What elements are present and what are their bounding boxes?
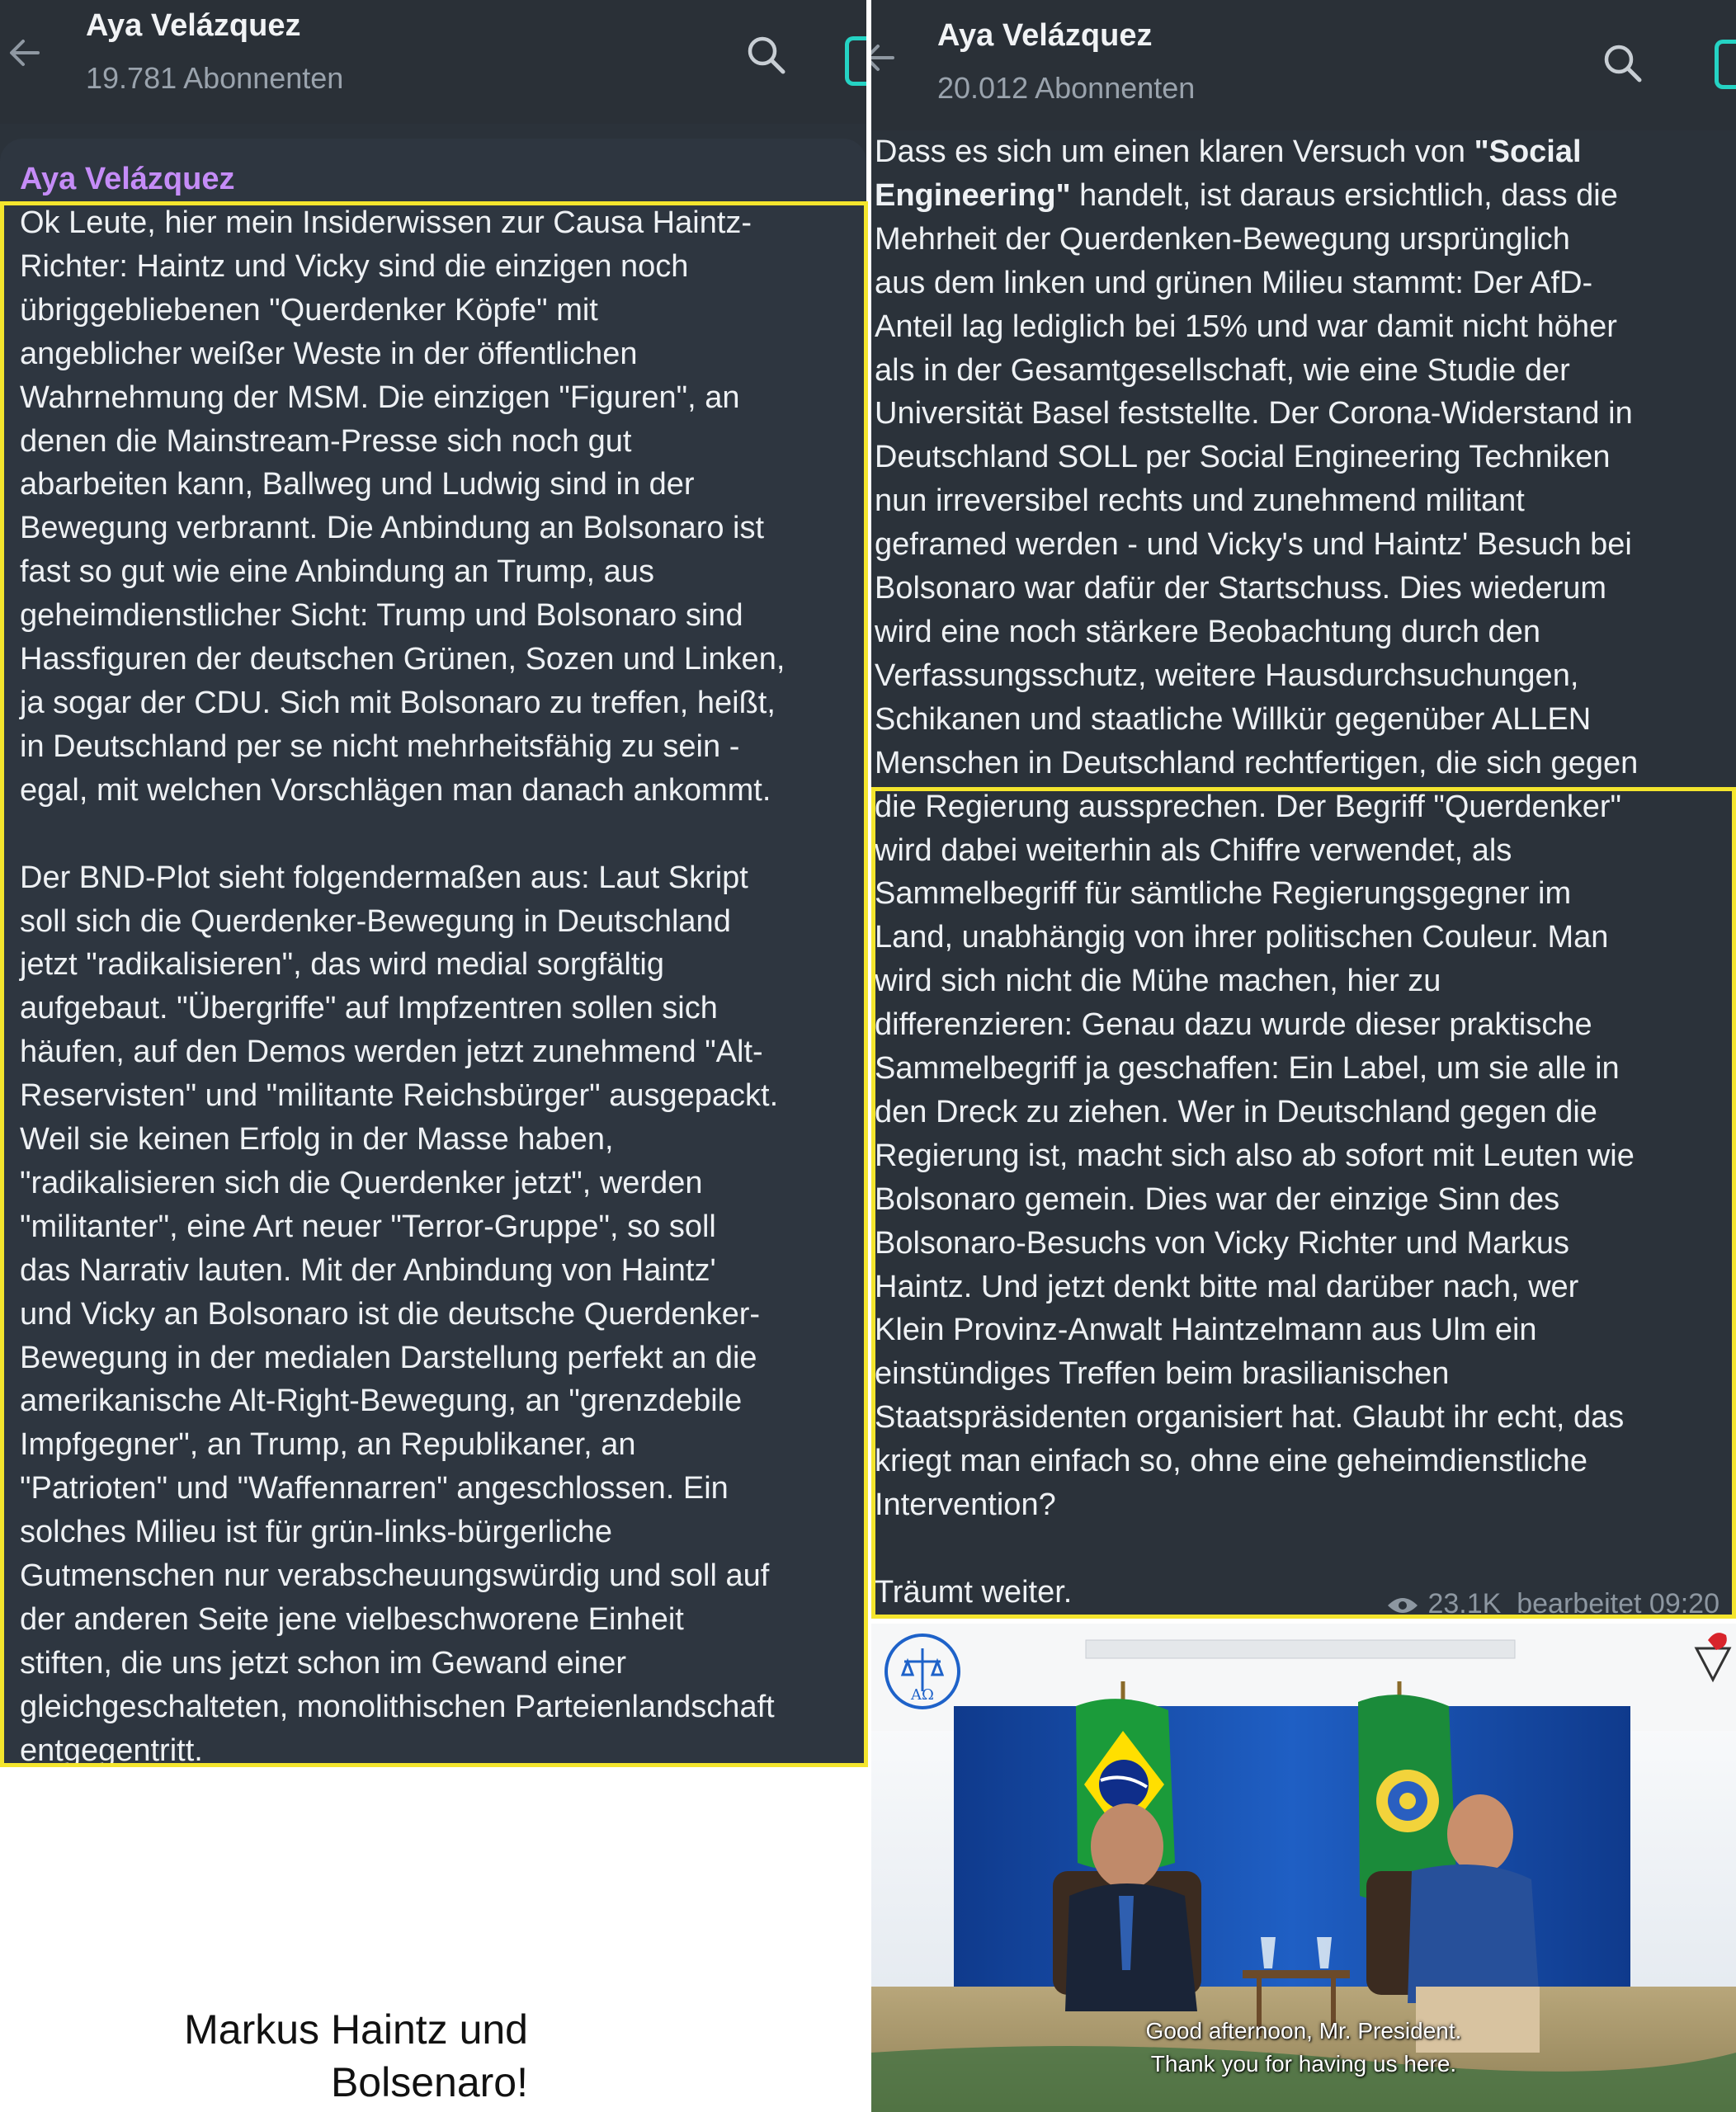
message-text bbox=[875, 130, 1733, 1615]
left-telegram-screenshot bbox=[0, 0, 866, 1767]
message-intro: Dass es sich um einen klaren Versuch von bbox=[875, 134, 1474, 169]
message-meta bbox=[1386, 1588, 1719, 1619]
back-arrow-icon[interactable] bbox=[5, 31, 48, 74]
video-subtitle bbox=[871, 2015, 1736, 2081]
edited-time: bearbeitet 09:20 bbox=[1517, 1588, 1719, 1619]
search-icon[interactable] bbox=[1601, 41, 1645, 86]
message-body: handelt, ist daraus ersichtlich, dass die Mehrheit der Querdenken-Bewegung ursprünglich aus dem linken und grünen Milieu stammt: Der AfD- Anteil lag lediglich bei 15% und war damit nicht höher als in der Gesamtgesellschaft, wie eine Studie der Universität Basel feststellte. Der Corona-Widerstand in Deutschland SOLL per Social Engineering Techniken nun irreversibel rechts und zunehmend militant geframed werden - und Vicky's und Haintz' Besuch bei Bolsonaro war dafür der Startschuss. Dies wiederum wird eine noch stärkere Beobachtung durch den Verfassungsschutz, weitere Hausdurchsuchungen, Schikanen und staatliche Willkür gegenüber ALLEN Menschen in Deutschland rechtfertigen, die sich gegen die Regierung aussprechen. Der Begriff "Querdenker" wird dabei weiterhin als Chiffre verwendet, als Sammelbegriff für sämtliche Regierungsgegner im Land, unabhängig von ihrer politischen Couleur. Man wird sich nicht die Mühe machen, hier zu differenzieren: Genau dazu wurde dieser praktische Sammelbegriff ja geschaffen: Ein Label, um sie alle in den Dreck zu ziehen. Wer in Deutschland gegen die Regierung ist, macht sich also ab sofort mit Leuten wie Bolsonaro gemein. Dies war der einzige Sinn des Bolsonaro-Besuchs von Vicky Richter und Markus Haintz. Und jetzt denkt bitte mal darüber nach, wer Klein Provinz-Anwalt Haintzelmann aus Ulm ein einstündiges Treffen beim brasilianischen Staatspräsidenten organisiert hat. Glaubt ihr echt, das kriegt man einfach so, ohne eine geheimdienstliche Intervention? Träumt weiter. bbox=[875, 177, 1639, 1610]
eye-icon bbox=[1386, 1596, 1419, 1615]
search-icon[interactable] bbox=[744, 33, 789, 78]
caption-line-2: Bolsenaro! bbox=[330, 2059, 528, 2105]
subscriber-count: 20.012 Abonnenten bbox=[937, 71, 1196, 105]
message-bold: "Social Engineering" bbox=[875, 134, 1582, 213]
meeting-photo bbox=[871, 1624, 1736, 2112]
sender-name[interactable]: Aya Velázquez bbox=[20, 162, 235, 196]
message-text: Ok Leute, hier mein Insiderwissen zur Causa Haintz- Richter: Haintz und Vicky sind die einzigen noch übriggebliebenen "Querdenker Köpfe" mit angeblicher weißer Weste in der öffentlichen Wahrnehmung der MSM. Die einzigen "Figuren", an denen die Mainstream-Presse sich noch gut abarbeiten kann, Ballweg und Ludwig sind in der Bewegung verbrannt. Die Anbindung an Bolsonaro ist fast so gut wie eine Anbindung an Trump, aus geheimdienstlicher Sicht: Trump und Bolsonaro sind Hassfiguren der deutschen Grünen, Sozen und Linken, ja sogar der CDU. Sich mit Bolsonaro zu treffen, heißt, in Deutschland per se nicht mehrheitsfähig zu sein - egal, mit welchen Vorschlägen man danach ankommt. Der BND-Plot sieht folgendermaßen aus: Laut Skript soll sich die Querdenker-Bewegung in Deutschland jetzt "radikalisieren", das wird medial sorgfältig aufgebaut. "Übergriffe" auf Impfzentren sollen sich häufen, auf den Demos werden jetzt zunehmend "Alt- Reservisten" und "militante Reichsbürger" ausgepackt. Weil sie keinen Erfolg in der Masse haben, "radikalisieren sich die Querdenker jetzt", werden "militanter", eine Art neuer "Terror-Gruppe", so soll das Narrativ lauten. Mit der Anbindung von Haintz' und Vicky an Bolsonaro ist die deutsche Querdenker- Bewegung in der medialen Darstellung perfekt an die amerikanische Alt-Right-Bewegung, an "grenzdebile Impfgegner", an Trump, an Republikaner, an "Patrioten" und "Waffennarren" angeschlossen. Ein solches Milieu ist für grün-links-bürgerliche Gutmenschen nur verabscheuungswürdig und soll auf der anderen Seite jene vielbeschworene Einheit stiften, die uns jetzt schon im Gewand einer gleichgeschalteten, monolithischen Parteienlandschaft entgegentritt. bbox=[20, 205, 785, 1767]
back-arrow-icon[interactable] bbox=[871, 36, 903, 79]
logo-letters: AΩ bbox=[911, 1686, 934, 1704]
channel-header bbox=[871, 0, 1736, 130]
channel-header bbox=[0, 0, 866, 124]
view-count: 23.1K bbox=[1427, 1588, 1502, 1619]
channel-name[interactable]: Aya Velázquez bbox=[86, 8, 301, 43]
caption bbox=[184, 2003, 528, 2109]
channel-name[interactable]: Aya Velázquez bbox=[937, 18, 1153, 53]
subscriber-count: 19.781 Abonnenten bbox=[86, 61, 344, 95]
subtitle-line-1: Good afternoon, Mr. President. bbox=[1145, 2018, 1462, 2044]
caption-line-1: Markus Haintz und bbox=[184, 2006, 528, 2053]
subtitle-line-2: Thank you for having us here. bbox=[1150, 2051, 1457, 2077]
call-icon[interactable] bbox=[1715, 40, 1736, 89]
call-icon[interactable] bbox=[845, 36, 866, 86]
right-telegram-screenshot bbox=[871, 0, 1736, 1619]
